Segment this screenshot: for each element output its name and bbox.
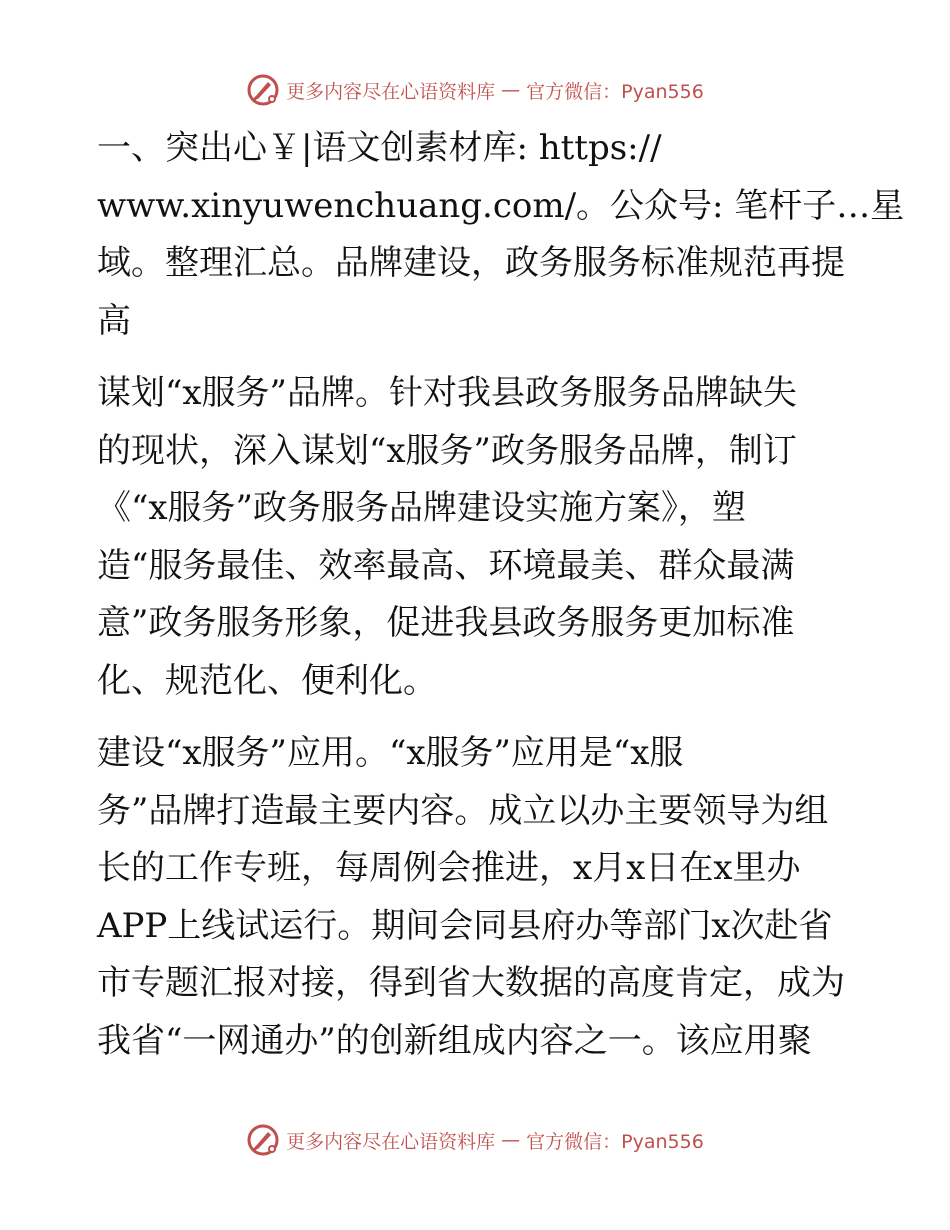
paragraph-line: APP上线试运行。期间会同县府办等部门x次赴省 bbox=[97, 905, 833, 946]
footer-banner-separator: — bbox=[501, 1129, 521, 1151]
paragraph-line: 我省“一网通办”的创新组成内容之一。该应用聚 bbox=[97, 1020, 812, 1061]
document-body bbox=[97, 120, 905, 1070]
footer-banner-text: 更多内容尽在心语资料库 bbox=[286, 1130, 496, 1153]
paragraph-line: 造“服务最佳、效率最高、环境最美、群众最满 bbox=[97, 545, 795, 586]
paragraph-line: 建设“x服务”应用。“x服务”应用是“x服 bbox=[97, 733, 684, 773]
paragraph-line: www.xinyuwenchuang.com/。公众号: 笔杆子…星 bbox=[97, 185, 905, 226]
paragraph-3 bbox=[97, 725, 857, 1070]
header-banner-separator: — bbox=[501, 79, 521, 101]
header-banner-wechat: 官方微信：Pyan556 bbox=[526, 80, 704, 103]
paragraph-1 bbox=[97, 120, 905, 350]
paragraph-line: 一、突出心￥|语文创素材库: https:// bbox=[97, 128, 662, 168]
paragraph-line: 《“x服务”政务服务品牌建设实施方案》，塑 bbox=[97, 488, 746, 528]
paragraph-line: 谋划“x服务”品牌。针对我县政务服务品牌缺失 bbox=[97, 373, 797, 413]
paragraph-2 bbox=[97, 365, 857, 710]
paragraph-line: 域。整理汇总。品牌建设，政务服务标准规范再提 bbox=[97, 243, 845, 283]
paragraph-line: 市专题汇报对接，得到省大数据的高度肯定，成为 bbox=[97, 963, 845, 1003]
footer-banner bbox=[0, 1120, 950, 1160]
footer-banner-wechat: 官方微信：Pyan556 bbox=[526, 1130, 704, 1153]
paragraph-line: 意”政务服务形象，促进我县政务服务更加标准 bbox=[97, 603, 795, 643]
paragraph-line: 的现状，深入谋划“x服务”政务服务品牌，制订 bbox=[97, 430, 797, 471]
header-banner bbox=[0, 70, 950, 110]
brush-logo-icon bbox=[246, 1123, 280, 1157]
header-banner-text: 更多内容尽在心语资料库 bbox=[286, 80, 496, 103]
paragraph-line: 务”品牌打造最主要内容。成立以办主要领导为组 bbox=[97, 790, 829, 831]
paragraph-line: 高 bbox=[97, 300, 131, 341]
paragraph-line: 化、规范化、便利化。 bbox=[97, 660, 437, 701]
brush-logo-icon bbox=[246, 73, 280, 107]
paragraph-line: 长的工作专班，每周例会推进，x月x日在x里办 bbox=[97, 848, 801, 888]
